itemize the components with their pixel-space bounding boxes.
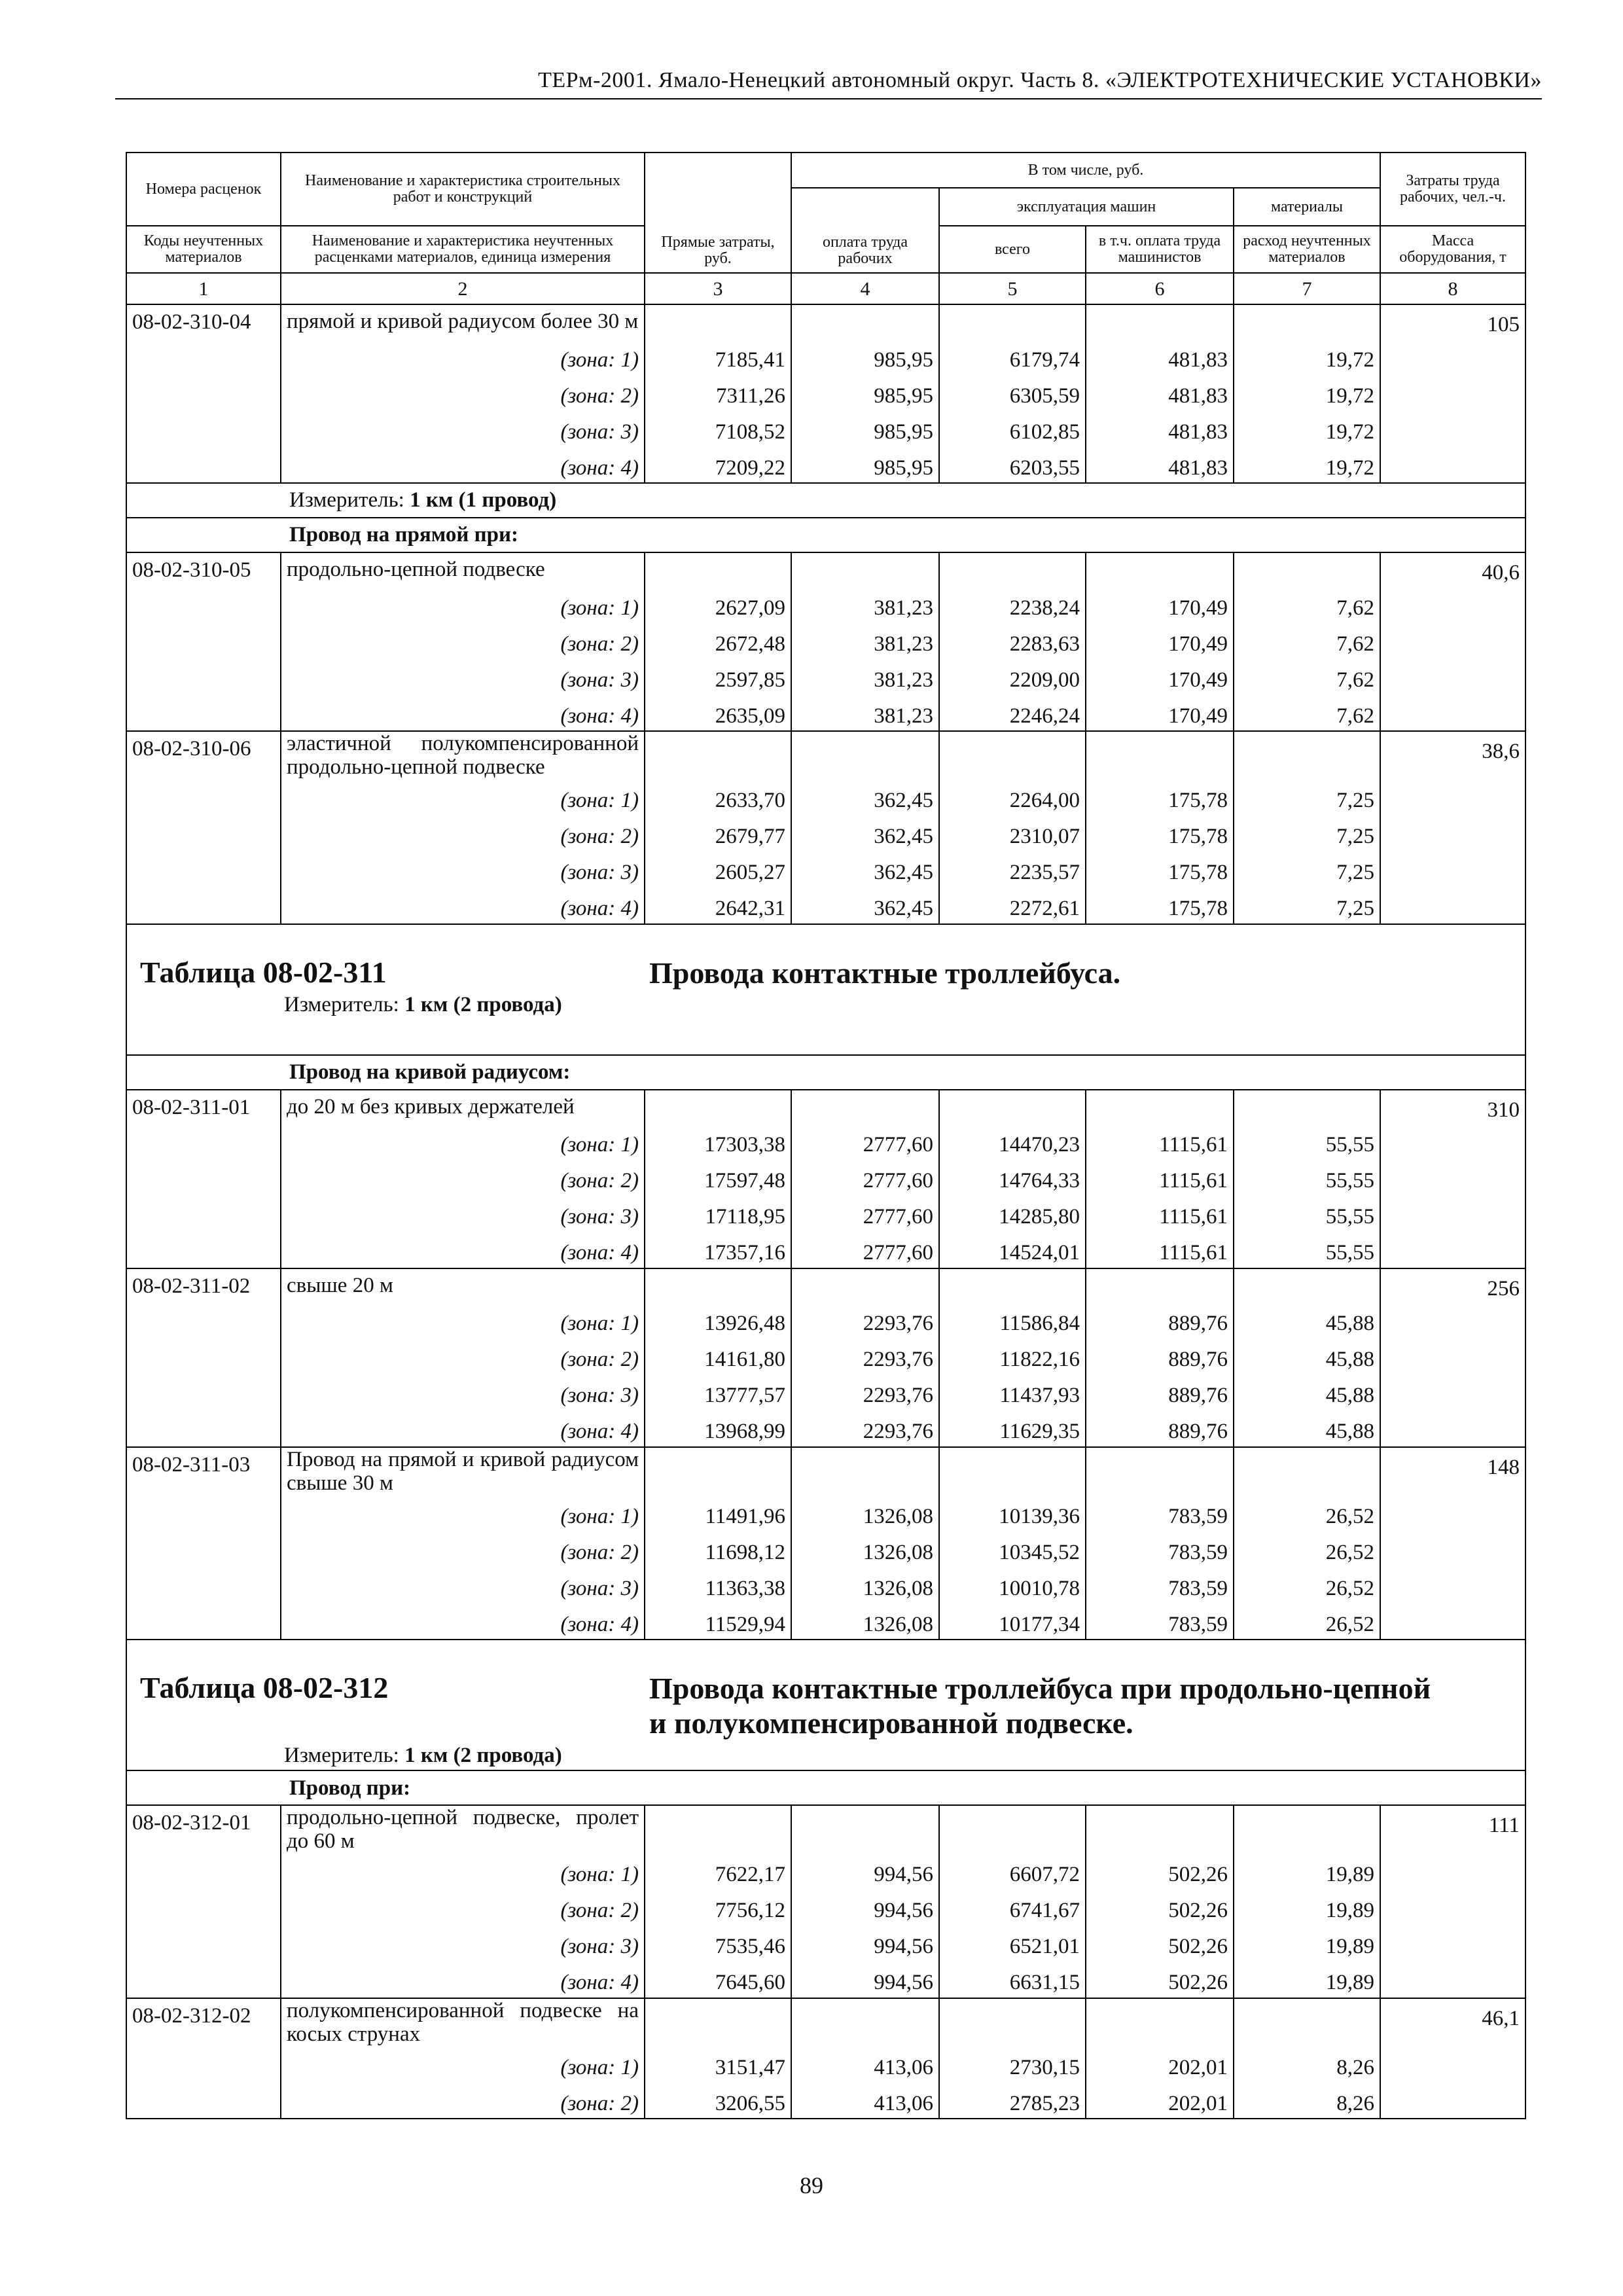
page-number: 89 (800, 2172, 823, 2198)
direct-costs-value: 2679,77 (645, 816, 791, 852)
operators-pay-value: 502,26 (1086, 1962, 1234, 1998)
table-title: Провода контактные троллейбуса. (649, 956, 1121, 990)
rate-name: свыше 20 м (281, 1268, 645, 1302)
direct-costs-value: 7645,60 (645, 1962, 791, 1998)
labor-hours-value: 55,55 (1234, 1124, 1380, 1160)
direct-costs-value: 2597,85 (645, 658, 791, 694)
machines-total-value: 14764,33 (939, 1160, 1086, 1196)
zone-row (126, 446, 1525, 483)
direct-costs-value: 11363,38 (645, 1567, 791, 1603)
rates-table (126, 152, 1526, 2119)
measure-prefix: Измеритель: (284, 1743, 399, 1767)
machines-total-value: 10139,36 (939, 1495, 1086, 1531)
labor-hours-value: 26,52 (1234, 1603, 1380, 1640)
labor-hours-value: 45,88 (1234, 1410, 1380, 1447)
machines-total-value: 2235,57 (939, 852, 1086, 888)
labor-hours-value: 45,88 (1234, 1374, 1380, 1410)
zone-label: (зона: 1) (281, 1124, 645, 1160)
direct-costs-value: 11698,12 (645, 1531, 791, 1567)
labor-pay-value: 1326,08 (791, 1603, 939, 1640)
direct-costs-value: 2633,70 (645, 780, 791, 816)
zone-label: (зона: 4) (281, 694, 645, 731)
operators-pay-value: 202,01 (1086, 2082, 1234, 2119)
column-number: 5 (939, 273, 1086, 304)
machines-total-value: 11629,35 (939, 1410, 1086, 1447)
machines-total-value: 2310,07 (939, 816, 1086, 852)
zone-row (126, 658, 1525, 694)
operators-pay-value: 170,49 (1086, 622, 1234, 658)
col-labor-costs: Затраты труда рабочих, чел.-ч. (1380, 152, 1525, 226)
subhead: Провод на кривой радиусом: (126, 1055, 1525, 1090)
zone-label: (зона: 3) (281, 1926, 645, 1962)
col-machine-operation: эксплуатация машин (939, 188, 1234, 226)
labor-hours-value: 19,72 (1234, 410, 1380, 446)
rate-code: 08-02-311-02 (126, 1268, 281, 1447)
labor-pay-value: 1326,08 (791, 1495, 939, 1531)
labor-pay-value: 985,95 (791, 374, 939, 410)
zone-label: (зона: 2) (281, 622, 645, 658)
machines-total-value: 6305,59 (939, 374, 1086, 410)
direct-costs-value: 13968,99 (645, 1410, 791, 1447)
machines-total-value: 14524,01 (939, 1232, 1086, 1268)
zone-label: (зона: 1) (281, 338, 645, 374)
equipment-mass: 256 (1380, 1268, 1525, 1447)
col-material-names: Наименование и характеристика неучтенных расценками материалов, единица измерения (281, 226, 645, 273)
labor-hours-value: 7,25 (1234, 816, 1380, 852)
operators-pay-value: 1115,61 (1086, 1196, 1234, 1232)
direct-costs-value: 13777,57 (645, 1374, 791, 1410)
zone-label: (зона: 4) (281, 1232, 645, 1268)
table-header (126, 152, 1525, 304)
zone-row (126, 1890, 1525, 1926)
labor-hours-value: 7,62 (1234, 694, 1380, 731)
direct-costs-value: 7756,12 (645, 1890, 791, 1926)
rate-code: 08-02-310-04 (126, 304, 281, 483)
operators-pay-value: 1115,61 (1086, 1232, 1234, 1268)
equipment-mass: 310 (1380, 1090, 1525, 1268)
zone-label: (зона: 2) (281, 1531, 645, 1567)
machines-total-value: 10177,34 (939, 1603, 1086, 1640)
labor-hours-value: 19,72 (1234, 446, 1380, 483)
labor-hours-value: 7,25 (1234, 852, 1380, 888)
subhead-row (126, 518, 1525, 552)
equipment-mass: 46,1 (1380, 1998, 1525, 2119)
labor-pay-value: 1326,08 (791, 1531, 939, 1567)
zone-label: (зона: 2) (281, 1160, 645, 1196)
zone-row (126, 1302, 1525, 1338)
rate-row (126, 304, 1525, 338)
labor-pay-value: 994,56 (791, 1962, 939, 1998)
labor-hours-value: 7,62 (1234, 586, 1380, 622)
rate-row (126, 731, 1525, 780)
operators-pay-value: 202,01 (1086, 2046, 1234, 2082)
zone-label: (зона: 1) (281, 586, 645, 622)
labor-pay-value: 2293,76 (791, 1302, 939, 1338)
column-number: 3 (645, 273, 791, 304)
labor-pay-value: 362,45 (791, 852, 939, 888)
rate-code: 08-02-310-05 (126, 552, 281, 731)
labor-pay-value: 2293,76 (791, 1338, 939, 1374)
operators-pay-value: 502,26 (1086, 1890, 1234, 1926)
operators-pay-value: 502,26 (1086, 1854, 1234, 1890)
zone-label: (зона: 3) (281, 852, 645, 888)
zone-row (126, 1410, 1525, 1447)
zone-label: (зона: 2) (281, 374, 645, 410)
machines-total-value: 6203,55 (939, 446, 1086, 483)
measure-prefix: Измеритель: (289, 488, 404, 512)
labor-hours-value: 8,26 (1234, 2082, 1380, 2119)
labor-hours-value: 55,55 (1234, 1196, 1380, 1232)
labor-hours-value: 7,62 (1234, 658, 1380, 694)
machines-total-value: 11586,84 (939, 1302, 1086, 1338)
operators-pay-value: 783,59 (1086, 1603, 1234, 1640)
zone-row (126, 1603, 1525, 1640)
zone-label: (зона: 4) (281, 888, 645, 924)
rate-code: 08-02-311-03 (126, 1447, 281, 1640)
subhead-row (126, 1770, 1525, 1805)
machines-total-value: 11822,16 (939, 1338, 1086, 1374)
zone-row (126, 816, 1525, 852)
measure-unit: 1 км (2 провода) (404, 993, 562, 1017)
operators-pay-value: 783,59 (1086, 1531, 1234, 1567)
direct-costs-value: 7209,22 (645, 446, 791, 483)
subhead-row (126, 1055, 1525, 1090)
column-number: 7 (1234, 273, 1380, 304)
rate-code: 08-02-310-06 (126, 731, 281, 924)
col-materials: материалы (1234, 188, 1380, 226)
equipment-mass: 111 (1380, 1805, 1525, 1998)
labor-hours-value: 19,89 (1234, 1854, 1380, 1890)
zone-label: (зона: 2) (281, 816, 645, 852)
operators-pay-value: 889,76 (1086, 1374, 1234, 1410)
zone-row (126, 1531, 1525, 1567)
col-material-codes: Коды неучтенных материалов (126, 226, 281, 273)
labor-hours-value: 7,25 (1234, 888, 1380, 924)
zone-label: (зона: 4) (281, 1962, 645, 1998)
labor-hours-value: 55,55 (1234, 1160, 1380, 1196)
table-number: Таблица 08-02-311 (140, 955, 387, 989)
machines-total-value: 6607,72 (939, 1854, 1086, 1890)
zone-row (126, 1196, 1525, 1232)
machines-total-value: 6521,01 (939, 1926, 1086, 1962)
zone-label: (зона: 3) (281, 658, 645, 694)
labor-pay-value: 381,23 (791, 586, 939, 622)
machines-total-value: 2785,23 (939, 2082, 1086, 2119)
machines-total-value: 2246,24 (939, 694, 1086, 731)
rate-name: Провод на прямой и кривой радиусом свыше 30 м (281, 1447, 645, 1496)
labor-pay-value: 362,45 (791, 780, 939, 816)
subhead: Провод при: (126, 1770, 1525, 1805)
labor-hours-value: 19,89 (1234, 1962, 1380, 1998)
labor-hours-value: 8,26 (1234, 2046, 1380, 2082)
col-direct-costs: Прямые затраты, руб. (645, 152, 791, 273)
operators-pay-value: 502,26 (1086, 1926, 1234, 1962)
labor-pay-value: 413,06 (791, 2082, 939, 2119)
labor-pay-value: 1326,08 (791, 1567, 939, 1603)
zone-label: (зона: 1) (281, 1302, 645, 1338)
operators-pay-value: 170,49 (1086, 658, 1234, 694)
labor-hours-value: 19,72 (1234, 374, 1380, 410)
labor-pay-value: 362,45 (791, 816, 939, 852)
column-number: 6 (1086, 273, 1234, 304)
zone-row (126, 1338, 1525, 1374)
operators-pay-value: 170,49 (1086, 694, 1234, 731)
labor-pay-value: 413,06 (791, 2046, 939, 2082)
machines-total-value: 6179,74 (939, 338, 1086, 374)
labor-hours-value: 26,52 (1234, 1531, 1380, 1567)
equipment-mass: 40,6 (1380, 552, 1525, 731)
direct-costs-value: 14161,80 (645, 1338, 791, 1374)
equipment-mass: 148 (1380, 1447, 1525, 1640)
rate-row (126, 1998, 1525, 2047)
labor-hours-value: 45,88 (1234, 1338, 1380, 1374)
operators-pay-value: 1115,61 (1086, 1160, 1234, 1196)
zone-row (126, 1160, 1525, 1196)
table-number: Таблица 08-02-312 (140, 1671, 389, 1705)
zone-label: (зона: 4) (281, 1603, 645, 1640)
equipment-mass: 38,6 (1380, 731, 1525, 924)
zone-label: (зона: 3) (281, 410, 645, 446)
labor-pay-value: 2293,76 (791, 1374, 939, 1410)
machines-total-value: 10010,78 (939, 1567, 1086, 1603)
operators-pay-value: 175,78 (1086, 780, 1234, 816)
zone-label: (зона: 2) (281, 2082, 645, 2119)
zone-row (126, 338, 1525, 374)
labor-pay-value: 2293,76 (791, 1410, 939, 1447)
direct-costs-value: 2672,48 (645, 622, 791, 658)
machines-total-value: 6631,15 (939, 1962, 1086, 1998)
direct-costs-value: 11529,94 (645, 1603, 791, 1640)
zone-row (126, 622, 1525, 658)
measure-prefix: Измеритель: (284, 993, 399, 1017)
rate-name: прямой и кривой радиусом более 30 м (281, 304, 645, 338)
operators-pay-value: 889,76 (1086, 1410, 1234, 1447)
zone-row (126, 1962, 1525, 1998)
zone-row (126, 1567, 1525, 1603)
zone-label: (зона: 3) (281, 1567, 645, 1603)
zone-row (126, 780, 1525, 816)
rate-name: продольно-цепной подвеске (281, 552, 645, 586)
col-incl-operators: в т.ч. оплата труда машинистов (1086, 226, 1234, 273)
rate-row (126, 1090, 1525, 1124)
operators-pay-value: 175,78 (1086, 816, 1234, 852)
zone-row (126, 852, 1525, 888)
zone-row (126, 410, 1525, 446)
labor-pay-value: 994,56 (791, 1890, 939, 1926)
machines-total-value: 2272,61 (939, 888, 1086, 924)
machines-total-value: 6102,85 (939, 410, 1086, 446)
labor-pay-value: 2777,60 (791, 1160, 939, 1196)
direct-costs-value: 17303,38 (645, 1124, 791, 1160)
direct-costs-value: 2605,27 (645, 852, 791, 888)
rate-name: полукомпенсированной подвеске на косых струнах (281, 1998, 645, 2047)
zone-row (126, 1926, 1525, 1962)
table-heading-row (126, 1640, 1525, 1770)
zone-row (126, 2082, 1525, 2119)
subhead: Провод на прямой при: (126, 518, 1525, 552)
labor-hours-value: 55,55 (1234, 1232, 1380, 1268)
zone-row (126, 1495, 1525, 1531)
labor-pay-value: 381,23 (791, 658, 939, 694)
labor-pay-value: 2777,60 (791, 1124, 939, 1160)
labor-hours-value: 19,89 (1234, 1890, 1380, 1926)
zone-row (126, 1374, 1525, 1410)
measure-row (126, 483, 1525, 518)
rate-name: продольно-цепной подвеске, пролет до 60 м (281, 1805, 645, 1854)
machines-total-value: 2209,00 (939, 658, 1086, 694)
labor-pay-value: 381,23 (791, 622, 939, 658)
direct-costs-value: 3206,55 (645, 2082, 791, 2119)
labor-pay-value: 2777,60 (791, 1196, 939, 1232)
rate-row (126, 1268, 1525, 1302)
column-numbers-row (126, 273, 1525, 304)
zone-label: (зона: 1) (281, 1854, 645, 1890)
col-including: В том числе, руб. (791, 152, 1380, 188)
operators-pay-value: 783,59 (1086, 1495, 1234, 1531)
direct-costs-value: 2627,09 (645, 586, 791, 622)
direct-costs-value: 17357,16 (645, 1232, 791, 1268)
machines-total-value: 2264,00 (939, 780, 1086, 816)
zone-label: (зона: 3) (281, 1196, 645, 1232)
running-header: ТЕРм-2001. Ямало-Ненецкий автономный округ. Часть 8. «ЭЛЕКТРОТЕХНИЧЕСКИЕ УСТАНОВКИ» (115, 68, 1542, 99)
labor-pay-value: 381,23 (791, 694, 939, 731)
measure-unit: 1 км (2 провода) (404, 1743, 562, 1767)
labor-pay-value: 994,56 (791, 1926, 939, 1962)
machines-total-value: 2730,15 (939, 2046, 1086, 2082)
rate-code: 08-02-312-02 (126, 1998, 281, 2119)
direct-costs-value: 11491,96 (645, 1495, 791, 1531)
labor-pay-value: 985,95 (791, 410, 939, 446)
labor-hours-value: 7,25 (1234, 780, 1380, 816)
equipment-mass: 105 (1380, 304, 1525, 483)
machines-total-value: 10345,52 (939, 1531, 1086, 1567)
labor-pay-value: 985,95 (791, 446, 939, 483)
direct-costs-value: 2642,31 (645, 888, 791, 924)
direct-costs-value: 7622,17 (645, 1854, 791, 1890)
rate-code: 08-02-312-01 (126, 1805, 281, 1998)
labor-hours-value: 19,89 (1234, 1926, 1380, 1962)
zone-row (126, 1124, 1525, 1160)
labor-hours-value: 45,88 (1234, 1302, 1380, 1338)
col-rate-numbers: Номера расценок (126, 152, 281, 226)
rate-row (126, 552, 1525, 586)
column-number: 1 (126, 273, 281, 304)
zone-label: (зона: 4) (281, 1410, 645, 1447)
measure-line (127, 1744, 1520, 1767)
direct-costs-value: 13926,48 (645, 1302, 791, 1338)
direct-costs-value: 17597,48 (645, 1160, 791, 1196)
machines-total-value: 2238,24 (939, 586, 1086, 622)
measure-line (127, 993, 1520, 1016)
operators-pay-value: 481,83 (1086, 374, 1234, 410)
direct-costs-value: 17118,95 (645, 1196, 791, 1232)
operators-pay-value: 481,83 (1086, 410, 1234, 446)
zone-row (126, 374, 1525, 410)
zone-row (126, 2046, 1525, 2082)
col-equipment-mass: Масса оборудования, т (1380, 226, 1525, 273)
operators-pay-value: 170,49 (1086, 586, 1234, 622)
direct-costs-value: 7185,41 (645, 338, 791, 374)
zone-row (126, 586, 1525, 622)
rate-row (126, 1805, 1525, 1854)
zone-row (126, 888, 1525, 924)
operators-pay-value: 175,78 (1086, 888, 1234, 924)
direct-costs-value: 2635,09 (645, 694, 791, 731)
zone-row (126, 694, 1525, 731)
operators-pay-value: 481,83 (1086, 446, 1234, 483)
operators-pay-value: 175,78 (1086, 852, 1234, 888)
machines-total-value: 2283,63 (939, 622, 1086, 658)
zone-row (126, 1232, 1525, 1268)
labor-hours-value: 26,52 (1234, 1495, 1380, 1531)
rate-code: 08-02-311-01 (126, 1090, 281, 1268)
col-unaccounted-materials: расход неучтенных материалов (1234, 226, 1380, 273)
labor-hours-value: 26,52 (1234, 1567, 1380, 1603)
table-body (126, 304, 1525, 2119)
zone-label: (зона: 2) (281, 1338, 645, 1374)
zone-row (126, 1854, 1525, 1890)
operators-pay-value: 1115,61 (1086, 1124, 1234, 1160)
machines-total-value: 11437,93 (939, 1374, 1086, 1410)
col-work-name: Наименование и характеристика строительных работ и конструкций (281, 152, 645, 226)
direct-costs-value: 7311,26 (645, 374, 791, 410)
labor-hours-value: 19,72 (1234, 338, 1380, 374)
zone-label: (зона: 3) (281, 1374, 645, 1410)
operators-pay-value: 889,76 (1086, 1302, 1234, 1338)
labor-pay-value: 2777,60 (791, 1232, 939, 1268)
table-title: Провода контактные троллейбуса при продольно-цепной и полукомпенсированной подвеске. (649, 1672, 1431, 1740)
rate-name: эластичной полукомпенсированной продольно-цепной подвеске (281, 731, 645, 780)
direct-costs-value: 3151,47 (645, 2046, 791, 2082)
operators-pay-value: 783,59 (1086, 1567, 1234, 1603)
zone-label: (зона: 1) (281, 1495, 645, 1531)
labor-hours-value: 7,62 (1234, 622, 1380, 658)
labor-pay-value: 362,45 (791, 888, 939, 924)
zone-label: (зона: 1) (281, 2046, 645, 2082)
column-number: 4 (791, 273, 939, 304)
col-labor-pay: оплата труда рабочих (791, 188, 939, 273)
col-machines-total: всего (939, 226, 1086, 273)
rate-name: до 20 м без кривых держателей (281, 1090, 645, 1124)
column-number: 2 (281, 273, 645, 304)
zone-label: (зона: 1) (281, 780, 645, 816)
operators-pay-value: 481,83 (1086, 338, 1234, 374)
table-heading-row (126, 924, 1525, 1055)
labor-pay-value: 985,95 (791, 338, 939, 374)
labor-pay-value: 994,56 (791, 1854, 939, 1890)
direct-costs-value: 7535,46 (645, 1926, 791, 1962)
rate-row (126, 1447, 1525, 1496)
machines-total-value: 6741,67 (939, 1890, 1086, 1926)
operators-pay-value: 889,76 (1086, 1338, 1234, 1374)
zone-label: (зона: 2) (281, 1890, 645, 1926)
direct-costs-value: 7108,52 (645, 410, 791, 446)
zone-label: (зона: 4) (281, 446, 645, 483)
measure-unit: 1 км (1 провод) (410, 488, 557, 512)
machines-total-value: 14470,23 (939, 1124, 1086, 1160)
machines-total-value: 14285,80 (939, 1196, 1086, 1232)
column-number: 8 (1380, 273, 1525, 304)
